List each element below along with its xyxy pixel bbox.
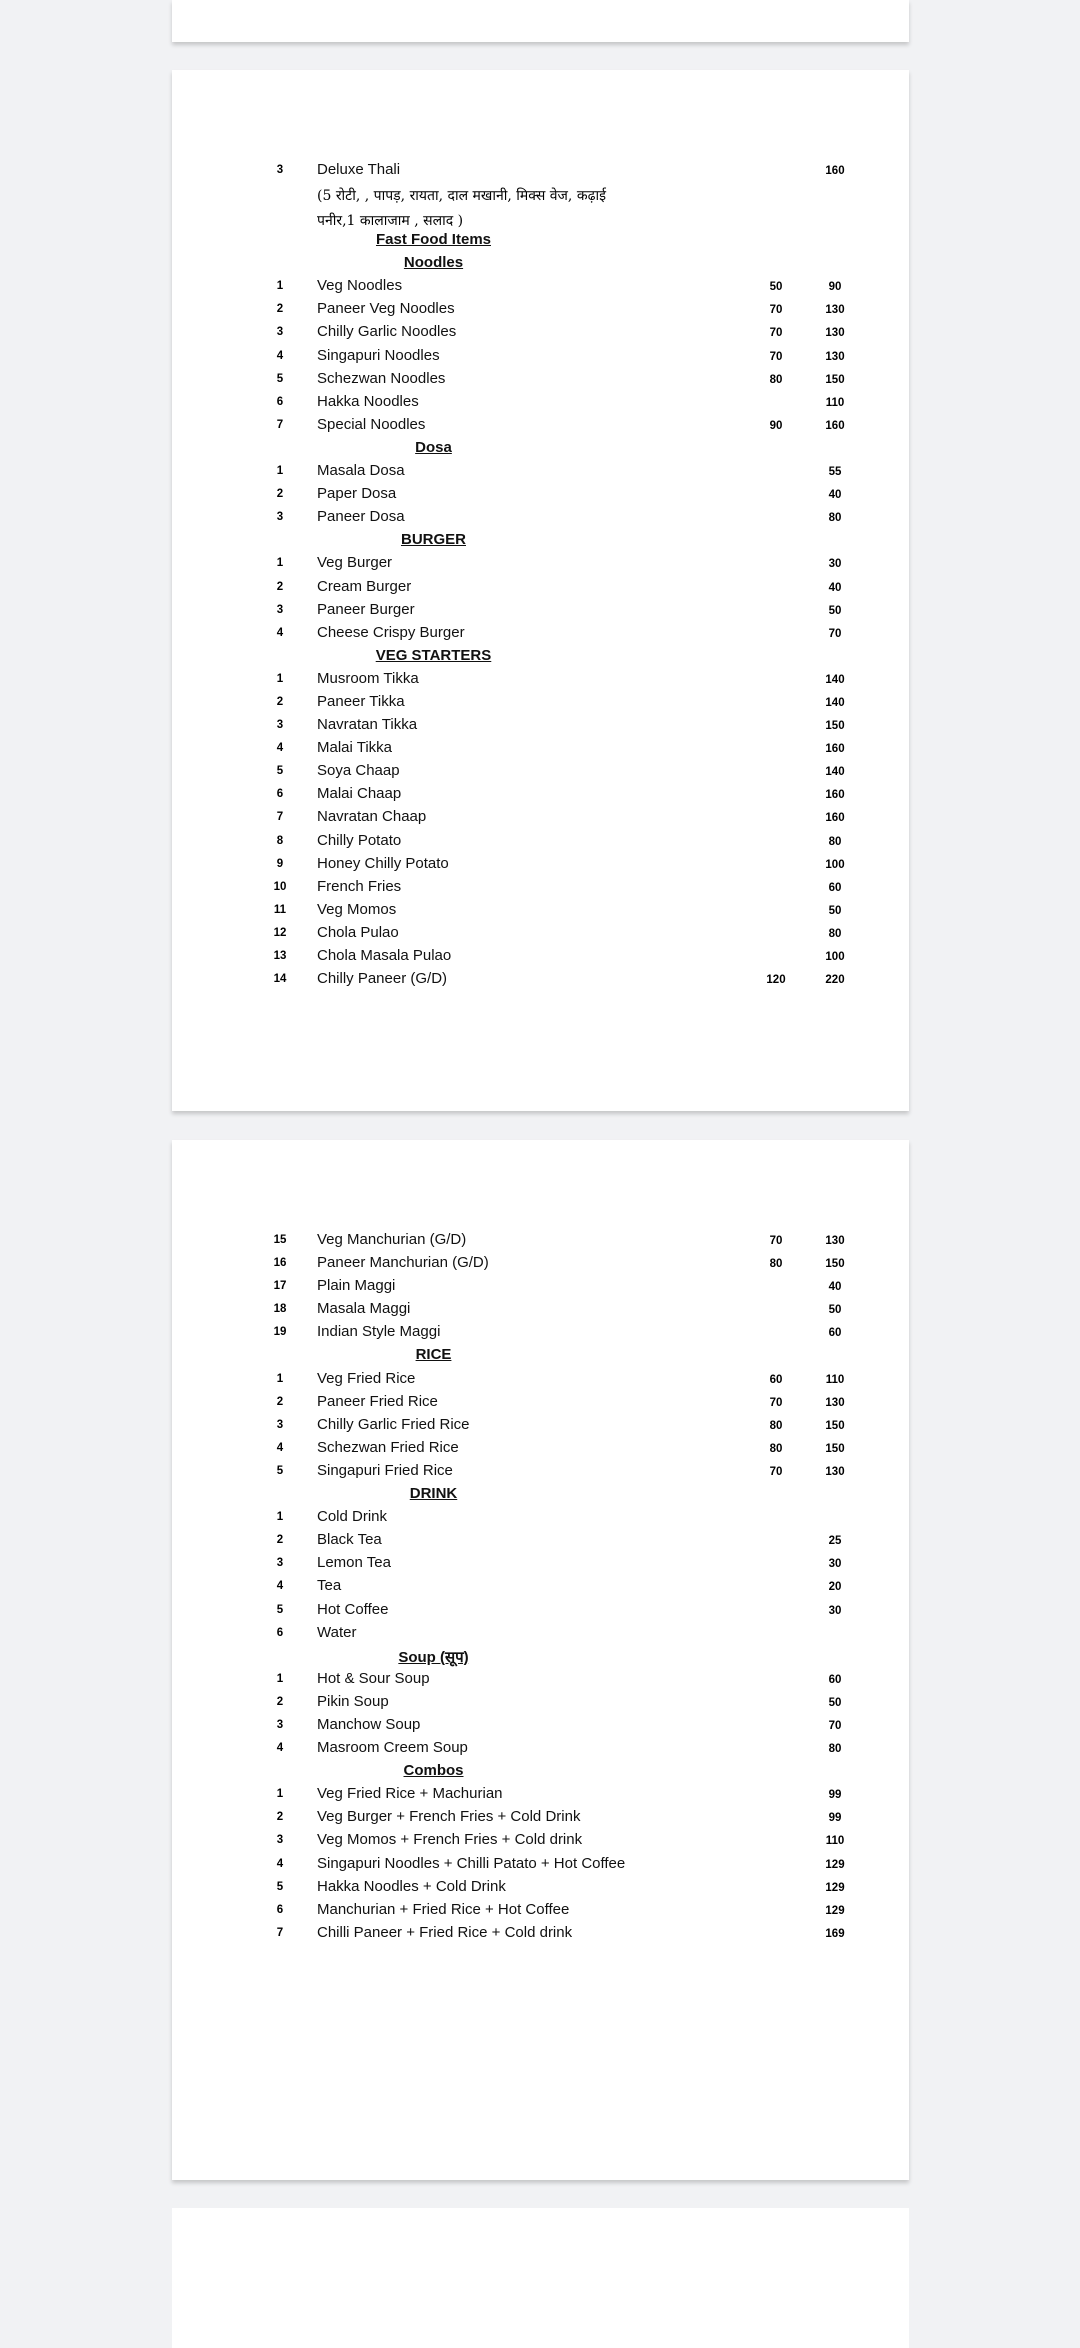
item-name: Masroom Creem Soup (317, 1739, 468, 1757)
item-price-full: 40 (828, 581, 842, 594)
item-price-half: 70 (769, 1396, 783, 1409)
menu-item-row (267, 1577, 909, 1600)
item-price-full: 140 (825, 673, 845, 686)
item-name: Veg Burger (317, 554, 393, 572)
item-number: 6 (276, 395, 284, 408)
item-name: Chola Masala Pulao (317, 947, 452, 964)
item-price-full: 130 (825, 304, 845, 317)
item-number: 17 (273, 1280, 287, 1293)
item-price-full: 160 (825, 419, 845, 432)
item-name: Navratan Tikka (317, 716, 418, 734)
item-number: 4 (276, 1580, 284, 1593)
item-number: 1 (276, 1511, 284, 1524)
burger-list (267, 554, 909, 646)
item-name: Musroom Tikka (317, 669, 419, 687)
item-number: 12 (273, 926, 287, 939)
item-price-full: 40 (828, 489, 842, 502)
menu-item-row (267, 762, 909, 785)
menu-item-row (267, 1670, 909, 1693)
item-name: Chola Pulao (317, 923, 399, 941)
item-number: 7 (276, 418, 284, 431)
item-number: 15 (273, 1234, 287, 1246)
document-page (172, 2208, 909, 2348)
menu-item-row (267, 554, 909, 577)
item-number: 3 (276, 1718, 284, 1731)
item-name: Indian Style Maggi (317, 1323, 441, 1341)
item-price-full: 129 (825, 1881, 845, 1894)
item-number: 3 (276, 1418, 284, 1431)
item-name: Cream Burger (317, 577, 412, 595)
item-name: Special Noodles (317, 415, 426, 433)
item-number: 4 (276, 1742, 284, 1755)
item-price-full: 130 (825, 1235, 845, 1247)
menu-item-row (267, 1300, 909, 1323)
section-heading: Noodles (403, 254, 464, 272)
item-price-full: 25 (828, 1535, 842, 1548)
item-price-full: 30 (828, 558, 842, 571)
item-number: 1 (276, 1788, 284, 1801)
item-price-full: 130 (825, 350, 845, 363)
menu-item-row (267, 670, 909, 693)
item-price-full: 99 (828, 1789, 842, 1802)
item-number: 5 (276, 1603, 284, 1616)
item-price-half: 50 (769, 281, 783, 294)
item-name: Paneer Tikka (317, 692, 405, 710)
menu-item-row (267, 370, 909, 393)
menu-item-row (267, 1439, 909, 1462)
menu-item-row (267, 578, 909, 601)
item-name: Chilly Garlic Fried Rice (317, 1415, 470, 1433)
item-price-full: 220 (825, 974, 845, 987)
item-price-full: 150 (825, 1442, 845, 1455)
item-price-full: 130 (825, 1465, 845, 1478)
item-price-full: 70 (828, 1719, 842, 1732)
item-price-full: 60 (828, 881, 842, 894)
item-number: 2 (276, 303, 284, 316)
item-name: Deluxe Thali (317, 161, 401, 178)
item-name: Chilli Paneer + Fried Rice + Cold drink (317, 1923, 573, 1941)
item-price-full: 100 (825, 951, 845, 963)
item-number: 6 (276, 1626, 284, 1639)
item-number: 4 (276, 1857, 284, 1870)
item-number: 7 (276, 1926, 284, 1939)
item-price-half: 80 (769, 1442, 783, 1455)
menu-item-row (267, 485, 909, 508)
item-name: Hot & Sour Soup (317, 1669, 430, 1687)
drink-list (267, 1508, 909, 1647)
menu-item-row (267, 878, 909, 901)
combos-list (267, 1785, 909, 1947)
item-price-half: 80 (769, 1258, 783, 1271)
item-number: 3 (276, 1557, 284, 1570)
menu-item-row (267, 1739, 909, 1762)
section-heading: Fast Food Items (375, 231, 491, 249)
item-name: French Fries (317, 877, 402, 895)
item-name: Soya Chaap (317, 762, 400, 780)
item-price-full: 80 (828, 1743, 842, 1756)
menu-item-row (267, 1831, 909, 1854)
menu-item-row (267, 300, 909, 323)
item-name: Veg Burger + French Fries + Cold Drink (317, 1808, 581, 1826)
menu-item-row (267, 161, 909, 184)
document-page (172, 0, 909, 42)
item-number: 5 (276, 1880, 284, 1893)
item-price-full: 150 (825, 373, 845, 386)
menu-item-row (267, 1231, 909, 1254)
menu-item-row (267, 1624, 909, 1647)
item-name: Veg Fried Rice + Machurian (317, 1785, 503, 1803)
item-name: Chilly Paneer (G/D) (317, 970, 448, 988)
veg-starters-list (267, 670, 909, 993)
item-number: 2 (276, 1395, 284, 1408)
menu-item-row (267, 1554, 909, 1577)
item-name: Paneer Manchurian (G/D) (317, 1254, 489, 1272)
item-price-full: 150 (825, 1258, 845, 1271)
item-name: Manchow Soup (317, 1715, 421, 1733)
menu-item-row (267, 1878, 909, 1901)
item-price-half: 70 (769, 1465, 783, 1478)
menu-item-row (267, 716, 909, 739)
menu-item-row (267, 1808, 909, 1831)
item-name: Schezwan Noodles (317, 369, 446, 387)
item-name: Cheese Crispy Burger (317, 623, 465, 641)
item-price-half: 70 (769, 327, 783, 340)
item-number: 3 (276, 1834, 284, 1847)
section-heading: RICE (415, 1346, 452, 1364)
item-name: Lemon Tea (317, 1554, 391, 1572)
item-number: 5 (276, 765, 284, 778)
menu-item-row (267, 1508, 909, 1531)
page-content (267, 1231, 909, 1947)
item-price-full: 110 (825, 1835, 845, 1848)
item-name: Chilly Potato (317, 831, 402, 849)
menu-item-row (267, 277, 909, 300)
item-number: 3 (276, 603, 284, 616)
item-name: Paneer Burger (317, 600, 415, 618)
veg-starters-list (267, 1231, 909, 1346)
item-price-full: 55 (828, 466, 842, 479)
item-price-half: 80 (769, 1419, 783, 1432)
item-price-full: 160 (825, 743, 845, 756)
item-price-full: 130 (825, 1396, 845, 1409)
item-price-full: 100 (825, 858, 845, 871)
page-content (267, 161, 909, 993)
item-name: Hakka Noodles + Cold Drink (317, 1877, 506, 1895)
section-heading: VEG STARTERS (375, 646, 492, 664)
section-heading: BURGER (400, 531, 466, 549)
item-number: 19 (273, 1326, 287, 1339)
item-number: 2 (276, 1811, 284, 1824)
menu-item-row (267, 624, 909, 647)
menu-item-row (267, 1693, 909, 1716)
item-number: 1 (276, 557, 284, 570)
item-price-full: 110 (825, 396, 845, 409)
item-name: Plain Maggi (317, 1277, 396, 1295)
item-name: Navratan Chaap (317, 808, 427, 826)
menu-item-row (267, 808, 909, 831)
section-heading: DRINK (409, 1485, 458, 1503)
menu-item-row (267, 901, 909, 924)
item-price-full: 80 (828, 512, 842, 525)
item-number: 1 (276, 465, 284, 478)
item-name: Pikin Soup (317, 1692, 389, 1710)
item-price-full: 160 (825, 789, 845, 802)
item-price-half: 70 (769, 1235, 783, 1247)
item-number: 4 (276, 1441, 284, 1454)
item-name: Manchurian + Fried Rice + Hot Coffee (317, 1900, 570, 1918)
item-number: 1 (276, 672, 284, 685)
menu-item-row (267, 1901, 909, 1924)
menu-item-row (267, 1924, 909, 1947)
item-price-full: 30 (828, 1604, 842, 1617)
item-number: 6 (276, 1903, 284, 1916)
item-name: Schezwan Fried Rice (317, 1438, 459, 1456)
item-price-full: 110 (825, 1373, 845, 1386)
item-price-full: 150 (825, 1419, 845, 1432)
menu-item-row (267, 1531, 909, 1554)
item-number: 4 (276, 349, 284, 362)
item-number: 3 (276, 511, 284, 524)
item-name: Veg Manchurian (G/D) (317, 1231, 467, 1248)
item-number: 2 (276, 580, 284, 593)
item-price-full: 80 (828, 927, 842, 940)
item-description-line: पनीर,1 कालाजाम , सलाद ) (317, 213, 464, 230)
item-number: 7 (276, 811, 284, 824)
item-price-full: 140 (825, 766, 845, 779)
section-heading: Soup (सूप) (398, 1648, 469, 1666)
item-number: 3 (276, 326, 284, 339)
item-number: 1 (276, 1372, 284, 1385)
menu-item-row (267, 1393, 909, 1416)
item-name: Singapuri Fried Rice (317, 1461, 453, 1479)
item-price-full: 50 (828, 1696, 842, 1709)
menu-item-row (267, 1323, 909, 1346)
item-number: 1 (276, 1672, 284, 1685)
menu-item-row (267, 924, 909, 947)
item-name: Veg Momos (317, 900, 397, 918)
item-price-full: 40 (828, 1281, 842, 1294)
item-description-line: (5 रोटी, , पापड़, रायता, दाल मखानी, मिक्स वेज, कढ़ाई (317, 188, 606, 205)
item-name: Malai Tikka (317, 739, 393, 757)
item-price-full: 50 (828, 604, 842, 617)
item-number: 4 (276, 626, 284, 639)
menu-item-row (267, 1601, 909, 1624)
item-name: Singapuri Noodles (317, 346, 440, 364)
noodles-list (267, 277, 909, 439)
item-name: Cold Drink (317, 1508, 388, 1526)
menu-item-row (267, 601, 909, 624)
section-heading: Dosa (415, 438, 452, 456)
item-number: 16 (273, 1257, 287, 1270)
menu-item-row (267, 323, 909, 346)
item-name: Paneer Veg Noodles (317, 300, 455, 318)
item-price-full: 70 (828, 627, 842, 640)
menu-item-row (267, 947, 909, 970)
item-price-full: 80 (828, 835, 842, 848)
item-price-full: 130 (825, 327, 845, 340)
item-price-full: 30 (828, 1558, 842, 1571)
menu-item-row (267, 1416, 909, 1439)
item-number: 13 (273, 950, 287, 962)
item-number: 10 (273, 880, 287, 893)
item-name: Paper Dosa (317, 485, 397, 503)
menu-item-row (267, 1277, 909, 1300)
item-price-full: 160 (825, 165, 845, 177)
item-number: 6 (276, 788, 284, 801)
item-price-full: 160 (825, 812, 845, 825)
item-price-full: 50 (828, 1304, 842, 1317)
item-number: 3 (276, 164, 284, 176)
item-name: Paneer Fried Rice (317, 1392, 438, 1410)
menu-item-row (267, 1855, 909, 1878)
item-price-full: 50 (828, 904, 842, 917)
item-number: 1 (276, 280, 284, 293)
item-price-full: 99 (828, 1812, 842, 1825)
item-name: Black Tea (317, 1531, 382, 1549)
item-price-full: 20 (828, 1581, 842, 1594)
menu-item-row (267, 1370, 909, 1393)
item-name: Chilly Garlic Noodles (317, 323, 457, 341)
item-name: Tea (317, 1577, 342, 1595)
item-number: 8 (276, 834, 284, 847)
menu-item-row (267, 832, 909, 855)
menu-item-row (267, 1785, 909, 1808)
item-name: Hot Coffee (317, 1600, 389, 1618)
item-price-full: 169 (825, 1927, 845, 1940)
menu-item-row (267, 1254, 909, 1277)
item-name: Veg Noodles (317, 277, 403, 295)
item-number: 2 (276, 1695, 284, 1708)
item-price-full: 140 (825, 696, 845, 709)
item-name: Paneer Dosa (317, 508, 405, 526)
item-name: Hakka Noodles (317, 392, 419, 410)
item-name: Singapuri Noodles + Chilli Patato + Hot Coffee (317, 1854, 626, 1872)
item-name: Water (317, 1623, 357, 1641)
item-name: Honey Chilly Potato (317, 854, 449, 872)
item-price-full: 90 (828, 281, 842, 294)
document-page (172, 70, 909, 1111)
item-name: Masala Maggi (317, 1300, 411, 1318)
menu-item-row (267, 347, 909, 370)
menu-item-row (267, 1462, 909, 1485)
item-price-half: 120 (766, 974, 786, 987)
item-price-half: 80 (769, 373, 783, 386)
menu-item-row (267, 462, 909, 485)
item-number: 9 (276, 857, 284, 870)
item-name: Malai Chaap (317, 785, 402, 803)
item-number: 5 (276, 1464, 284, 1477)
item-number: 18 (273, 1303, 287, 1316)
item-price-full: 129 (825, 1904, 845, 1917)
menu-item-row (267, 693, 909, 716)
item-number: 4 (276, 742, 284, 755)
menu-item-row (267, 739, 909, 762)
section-heading: Combos (403, 1762, 464, 1780)
item-number: 14 (273, 973, 287, 986)
item-number: 2 (276, 1534, 284, 1547)
item-name: Veg Momos + French Fries + Cold drink (317, 1831, 583, 1849)
menu-item-row (267, 785, 909, 808)
item-number: 11 (273, 903, 287, 916)
menu-item-row (267, 1716, 909, 1739)
menu-item-row (267, 416, 909, 439)
menu-item-row (267, 970, 909, 993)
menu-item-row (267, 855, 909, 878)
item-price-full: 129 (825, 1858, 845, 1871)
menu-item-row (267, 393, 909, 416)
soup-list (267, 1670, 909, 1762)
item-price-full: 150 (825, 720, 845, 733)
menu-item-row (267, 508, 909, 531)
item-price-full: 60 (828, 1673, 842, 1686)
item-number: 5 (276, 372, 284, 385)
item-number: 2 (276, 488, 284, 501)
item-number: 3 (276, 719, 284, 732)
item-price-half: 60 (769, 1373, 783, 1386)
item-number: 2 (276, 695, 284, 708)
dosa-list (267, 462, 909, 531)
item-price-full: 60 (828, 1327, 842, 1340)
item-name: Masala Dosa (317, 462, 405, 480)
item-price-half: 90 (769, 419, 783, 432)
item-price-half: 70 (769, 350, 783, 363)
rice-list (267, 1370, 909, 1485)
item-name: Veg Fried Rice (317, 1369, 416, 1387)
item-price-half: 70 (769, 304, 783, 317)
document-page (172, 1140, 909, 2180)
